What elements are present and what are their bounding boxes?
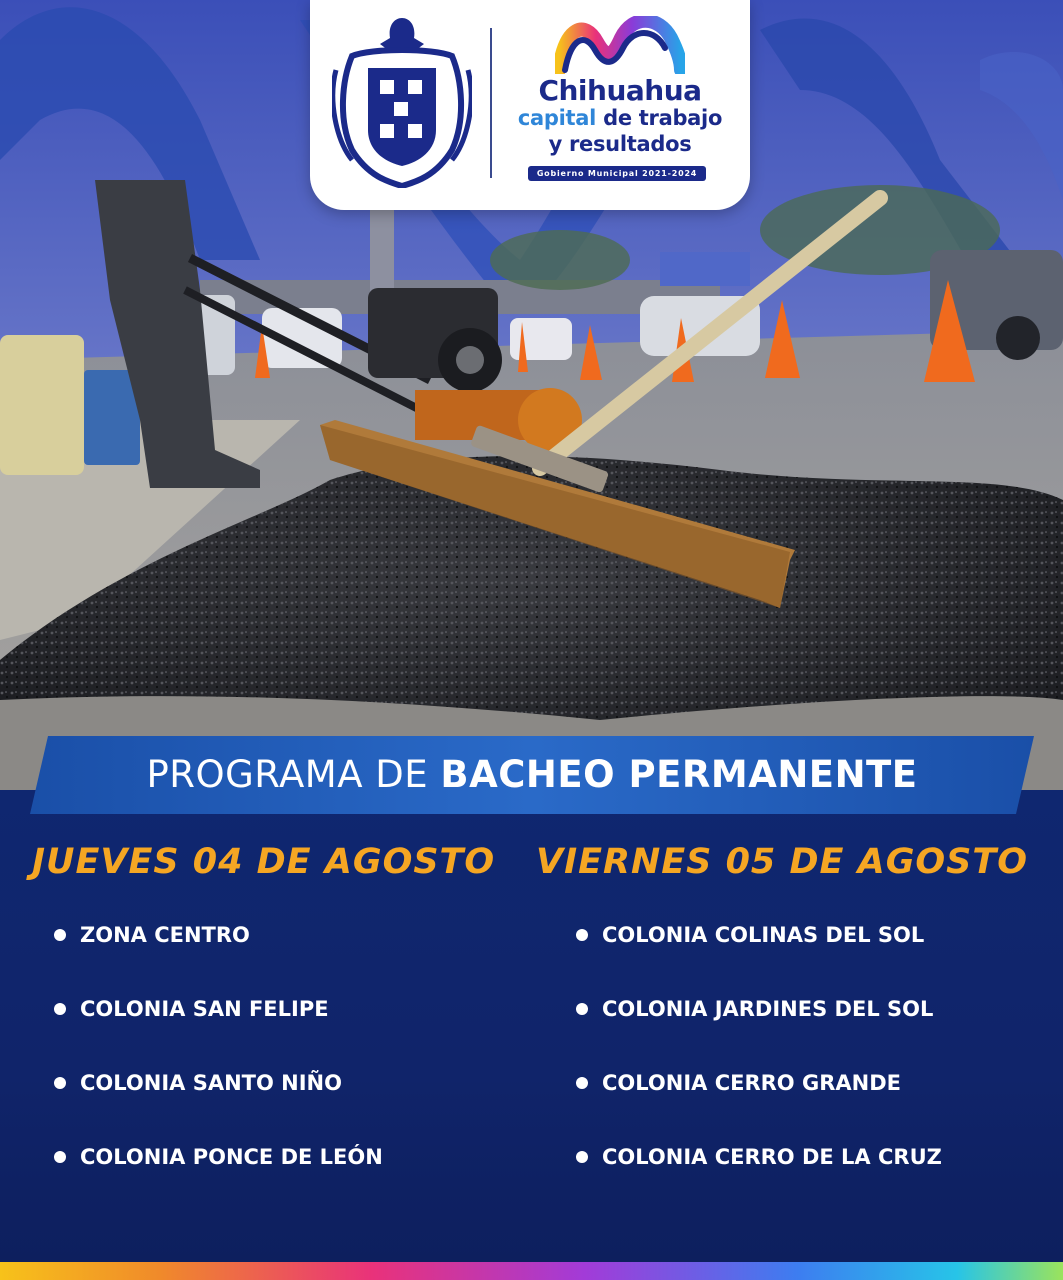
bullet-icon [54, 1077, 66, 1089]
location-label: COLONIA COLINAS DEL SOL [602, 923, 925, 947]
location-label: COLONIA SAN FELIPE [80, 997, 329, 1021]
bullet-icon [54, 1003, 66, 1015]
bullet-icon [54, 1151, 66, 1163]
bullet-icon [576, 1077, 588, 1089]
title-banner [30, 736, 1034, 814]
logo-divider [490, 28, 492, 178]
program-title-bold: BACHEO PERMANENTE [440, 753, 918, 796]
location-label: COLONIA SANTO NIÑO [80, 1071, 342, 1095]
list-item [54, 984, 383, 1058]
rainbow-footer-strip [0, 1262, 1063, 1280]
government-badge: Gobierno Municipal 2021-2024 [528, 166, 706, 181]
location-label: COLONIA CERRO DE LA CRUZ [602, 1145, 942, 1169]
day-heading-thursday: JUEVES 04 DE AGOSTO [32, 842, 496, 882]
day-heading-friday: VIERNES 05 DE AGOSTO [536, 842, 1029, 882]
location-label: COLONIA JARDINES DEL SOL [602, 997, 934, 1021]
brand-tagline-rest: de trabajo [596, 106, 723, 130]
bullet-icon [576, 1003, 588, 1015]
list-item [54, 1132, 383, 1206]
list-item [54, 910, 383, 984]
program-title [30, 736, 1034, 814]
brand-name: Chihuahua [538, 74, 702, 107]
bullet-icon [54, 929, 66, 941]
location-label: COLONIA PONCE DE LEÓN [80, 1145, 383, 1169]
logo-card [310, 0, 750, 210]
location-label: COLONIA CERRO GRANDE [602, 1071, 901, 1095]
mountain-wave-logo-icon [555, 16, 685, 74]
list-item [54, 1058, 383, 1132]
list-item [576, 984, 942, 1058]
list-item [576, 1058, 942, 1132]
city-coat-of-arms-icon [332, 10, 472, 188]
location-list-friday [576, 910, 942, 1206]
location-label: ZONA CENTRO [80, 923, 250, 947]
brand-tagline-accent: capital [517, 106, 597, 130]
bullet-icon [576, 929, 588, 941]
brand-tagline-line-2 [500, 106, 740, 130]
list-item [576, 1132, 942, 1206]
bullet-icon [576, 1151, 588, 1163]
list-item [576, 910, 942, 984]
brand-tagline-line-3: y resultados [548, 132, 692, 156]
program-title-light: PROGRAMA DE [146, 753, 441, 796]
location-list-thursday [54, 910, 383, 1206]
